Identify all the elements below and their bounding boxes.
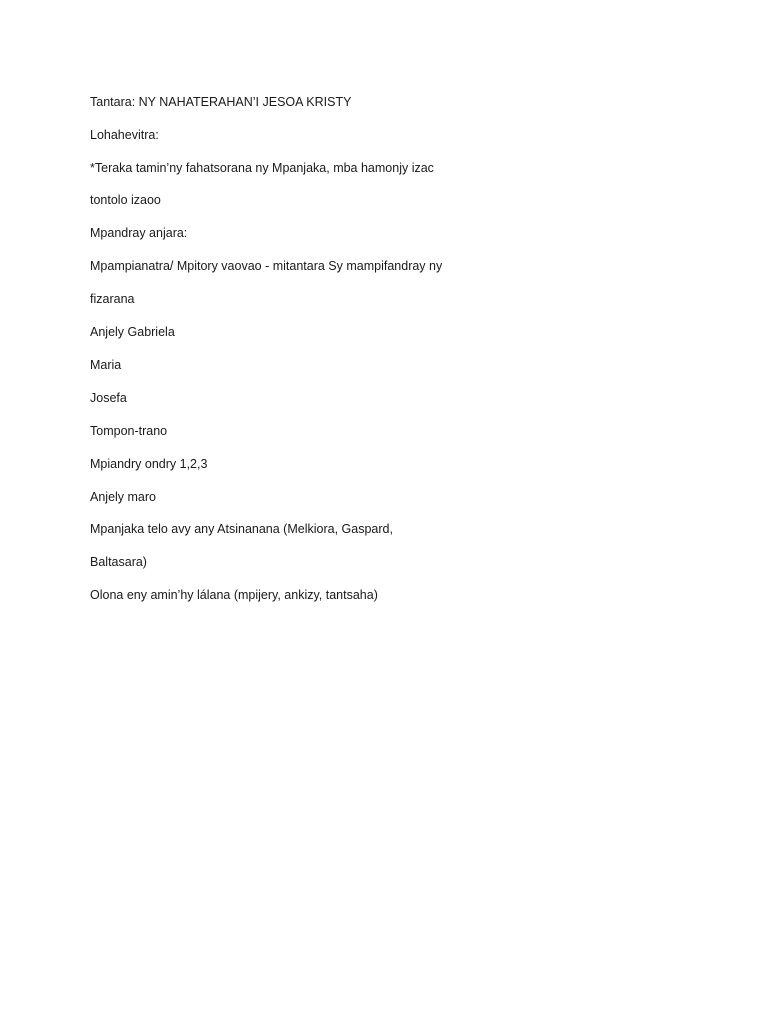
- text-line: Mpampianatra/ Mpitory vaovao - mitantara Sy mampifandray ny: [90, 259, 443, 273]
- character-item: Tompon-trano: [90, 424, 168, 438]
- character-item: Anjely Gabriela: [90, 325, 175, 339]
- text-line: Baltasara): [90, 555, 147, 569]
- document-title: Tantara: NY NAHATERAHAN’I JESOA KRISTY: [90, 95, 352, 109]
- section-heading-mpandray-anjara: Mpandray anjara:: [90, 226, 188, 240]
- character-item: Mpiandry ondry 1,2,3: [90, 457, 208, 471]
- section-heading-lohahevitra: Lohahevitra:: [90, 128, 159, 142]
- text-line: tontolo izaoo: [90, 193, 161, 207]
- character-item: Josefa: [90, 391, 127, 405]
- character-item: Maria: [90, 358, 122, 372]
- character-item: Olona eny amin’hy lálana (mpijery, ankizy, tantsaha): [90, 588, 378, 602]
- text-line: fizarana: [90, 292, 135, 306]
- text-line: *Teraka tamin’ny fahatsorana ny Mpanjaka, mba hamonjy izac: [90, 161, 434, 175]
- character-item: Mpanjaka telo avy any Atsinanana (Melkiora, Gaspard,: [90, 522, 393, 536]
- character-item: Anjely maro: [90, 490, 156, 504]
